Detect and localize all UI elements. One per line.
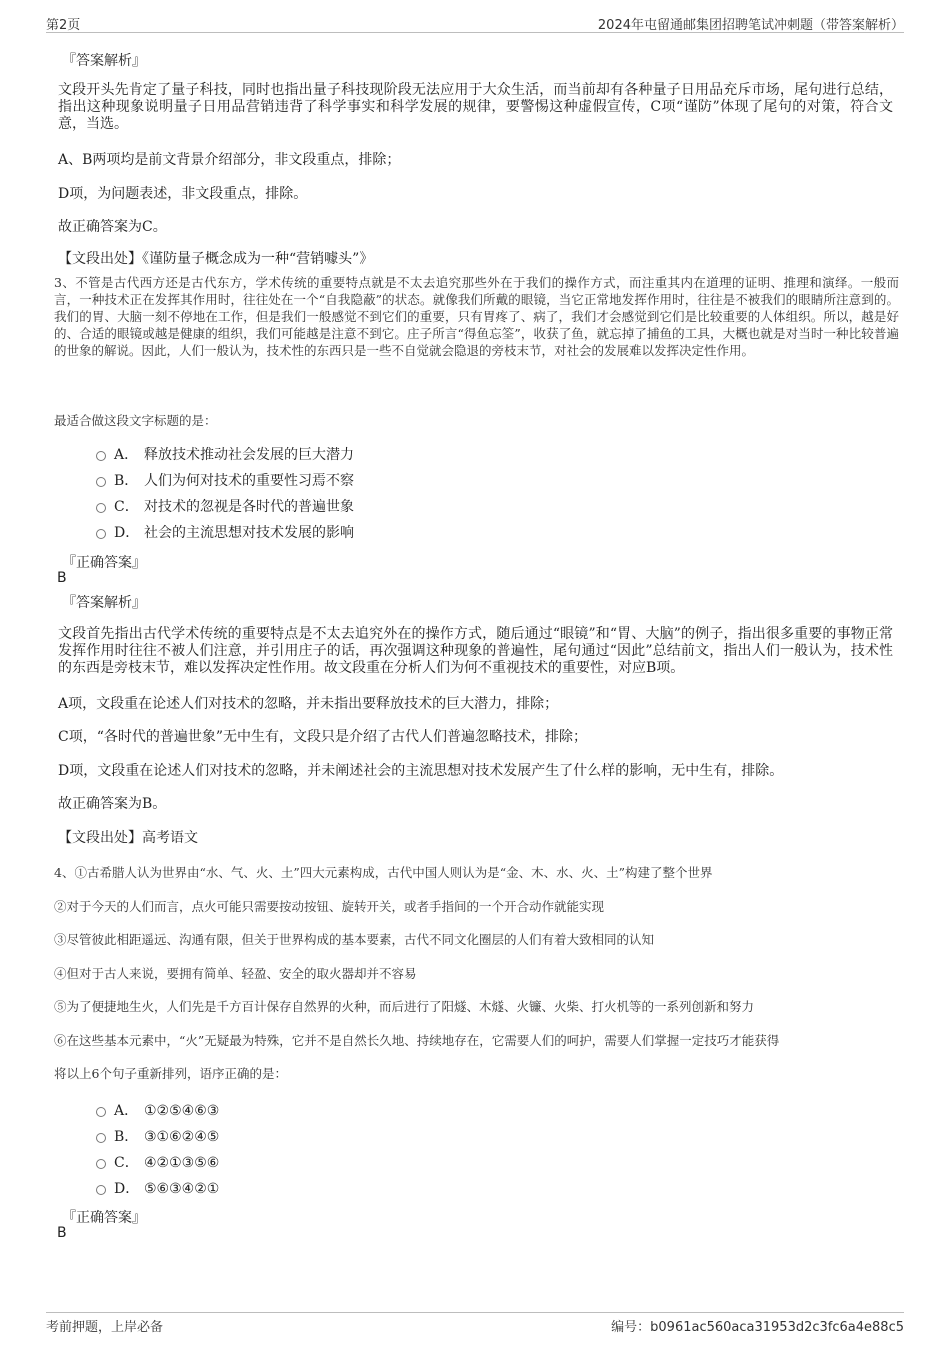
q3-conclusion: 故正确答案为B。 <box>58 796 167 812</box>
q4-sentence-2: ②对于今天的人们而言，点火可能只需要按动按钮、旋转开关，或者手指间的一个开合动作就能实现 <box>54 899 605 914</box>
page-footer <box>46 1312 904 1335</box>
footer-code-value: b0961ac560aca31953d2c3fc6a4e88c5 <box>650 1320 904 1335</box>
q3-option-c[interactable]: C． 对技术的忽视是各时代的普遍世象 <box>96 497 354 517</box>
radio-icon[interactable] <box>96 477 106 487</box>
q3-option-a[interactable]: A． 释放技术推动社会发展的巨大潜力 <box>96 445 354 465</box>
q4-answer: B <box>57 1225 67 1241</box>
q3-answer-label: 『正确答案』 <box>62 555 146 571</box>
footer-code-label: 编号： <box>611 1320 651 1335</box>
q2-explain-d: D项，为问题表述，非文段重点，排除。 <box>58 186 308 202</box>
q3-explain-a: A项，文段重在论述人们对技术的忽略，并未指出要释放技术的巨大潜力，排除； <box>58 696 559 712</box>
page-header <box>46 12 904 33</box>
q4-option-c[interactable]: C． ④②①③⑤⑥ <box>96 1153 219 1173</box>
q3-explain-c: C项，“各时代的普遍世象”无中生有，文段只是介绍了古代人们普遍忽略技术，排除； <box>58 729 588 745</box>
q4-option-b[interactable]: B． ③①⑥②④⑤ <box>96 1127 219 1147</box>
q3-prompt: 最适合做这段文字标题的是： <box>54 413 217 428</box>
q3-option-d[interactable]: D． 社会的主流思想对技术发展的影响 <box>96 523 354 543</box>
q4-prompt: 将以上6个句子重新排列，语序正确的是： <box>54 1066 287 1081</box>
q4-sentence-1: 4、①古希腊人认为世界由“水、气、火、土”四大元素构成，古代中国人则认为是“金、木、水、火、土”构建了整个世界 <box>54 865 713 880</box>
q4-sentence-3: ③尽管彼此相距遥远、沟通有限，但关于世界构成的基本要素，古代不同文化圈层的人们有着大致相同的认知 <box>54 932 655 947</box>
radio-icon[interactable] <box>96 503 106 513</box>
page-number: 第2页 <box>46 18 81 33</box>
q4-option-d[interactable]: D． ⑤⑥③④②① <box>96 1179 219 1199</box>
q3-analysis-label: 『答案解析』 <box>62 595 146 611</box>
q4-sentence-5: ⑤为了便捷地生火，人们先是千方百计保存自然界的火种，而后进行了阳燧、木燧、火镰、火柴、打火机等的一系列创新和努力 <box>54 999 755 1014</box>
q4-sentence-4: ④但对于古人来说，要拥有简单、轻盈、安全的取火器却并不容易 <box>54 966 417 981</box>
q3-option-b[interactable]: B． 人们为何对技术的重要性习焉不察 <box>96 471 354 491</box>
radio-icon[interactable] <box>96 1107 106 1117</box>
document-title: 2024年屯留通邮集团招聘笔试冲刺题（带答案解析） <box>597 18 904 33</box>
q3-answer: B <box>57 570 67 586</box>
footer-slogan: 考前押题，上岸必备 <box>46 1320 164 1335</box>
radio-icon[interactable] <box>96 451 106 461</box>
q2-analysis-text: 文段开头先肯定了量子科技，同时也指出量子科技现阶段无法应用于大众生活，而当前却有各种量子日用品充斥市场，尾句进行总结，指出这种现象说明量子日用品营销违背了科学事实和科学发展的规律，要警惕这种虚假宣传，C项“谨防”体现了尾句的对策，符合文意，当选。 <box>58 82 893 132</box>
q4-sentence-6: ⑥在这些基本元素中，“火”无疑最为特殊，它并不是自然长久地、持续地存在，它需要人们的呵护，需要人们掌握一定技巧才能获得 <box>54 1033 780 1048</box>
q3-explain-d: D项，文段重在论述人们对技术的忽略，并未阐述社会的主流思想对技术发展产生了什么样的影响，无中生有，排除。 <box>58 763 784 779</box>
q2-source: 【文段出处】《谨防量子概念成为一种“营销噱头”》 <box>58 251 374 267</box>
q2-analysis-label: 『答案解析』 <box>62 53 146 69</box>
radio-icon[interactable] <box>96 529 106 539</box>
q3-analysis-text: 文段首先指出古代学术传统的重要特点是不太去追究外在的操作方式，随后通过“眼镜”和“胃、大脑”的例子，指出很多重要的事物正常发挥作用时往往不被人们注意，并引用庄子的话，再次强调这种现象的普遍性，尾句通过“因此”总结前文，指出人们一般认为，技术性的东西是旁枝末节，难以发挥决定性作用。故文段重在分析人们为何不重视技术的重要性，对应B项。 <box>58 626 893 676</box>
q2-conclusion: 故正确答案为C。 <box>58 219 167 235</box>
q4-option-a[interactable]: A． ①②⑤④⑥③ <box>96 1101 219 1121</box>
q2-explain-ab: A、B两项均是前文背景介绍部分，非文段重点，排除； <box>58 152 401 168</box>
radio-icon[interactable] <box>96 1133 106 1143</box>
radio-icon[interactable] <box>96 1185 106 1195</box>
footer-code <box>611 1316 904 1335</box>
q4-answer-label: 『正确答案』 <box>62 1210 146 1226</box>
radio-icon[interactable] <box>96 1159 106 1169</box>
q3-source: 【文段出处】高考语文 <box>58 830 198 846</box>
q3-passage: 3、不管是古代西方还是古代东方，学术传统的重要特点就是不太去追究那些外在于我们的操作方式，而注重其内在道理的证明、推理和演绎。一般而言，一种技术正在发挥其作用时，往往处在一个“自我隐蔽”的状态。就像我们所戴的眼镜，当它正常地发挥作用时，往往是不被我们的眼睛所注意到的。我们的胃、大脑一刻不停地在工作，但是我们一般感觉不到它们的重要，只有胃疼了、病了，我们才会感觉到它们是比较重要的人体组织。所以，越是好的、合适的眼镜或越是健康的组织，我们可能越是注意不到它。庄子所言“得鱼忘筌”，收获了鱼，就忘掉了捕鱼的工具，大概也就是对当时一种比较普遍的世象的解说。因此，人们一般认为，技术性的东西只是一些不自觉就会隐退的旁枝末节，对社会的发展难以发挥决定性作用。 <box>54 275 899 358</box>
